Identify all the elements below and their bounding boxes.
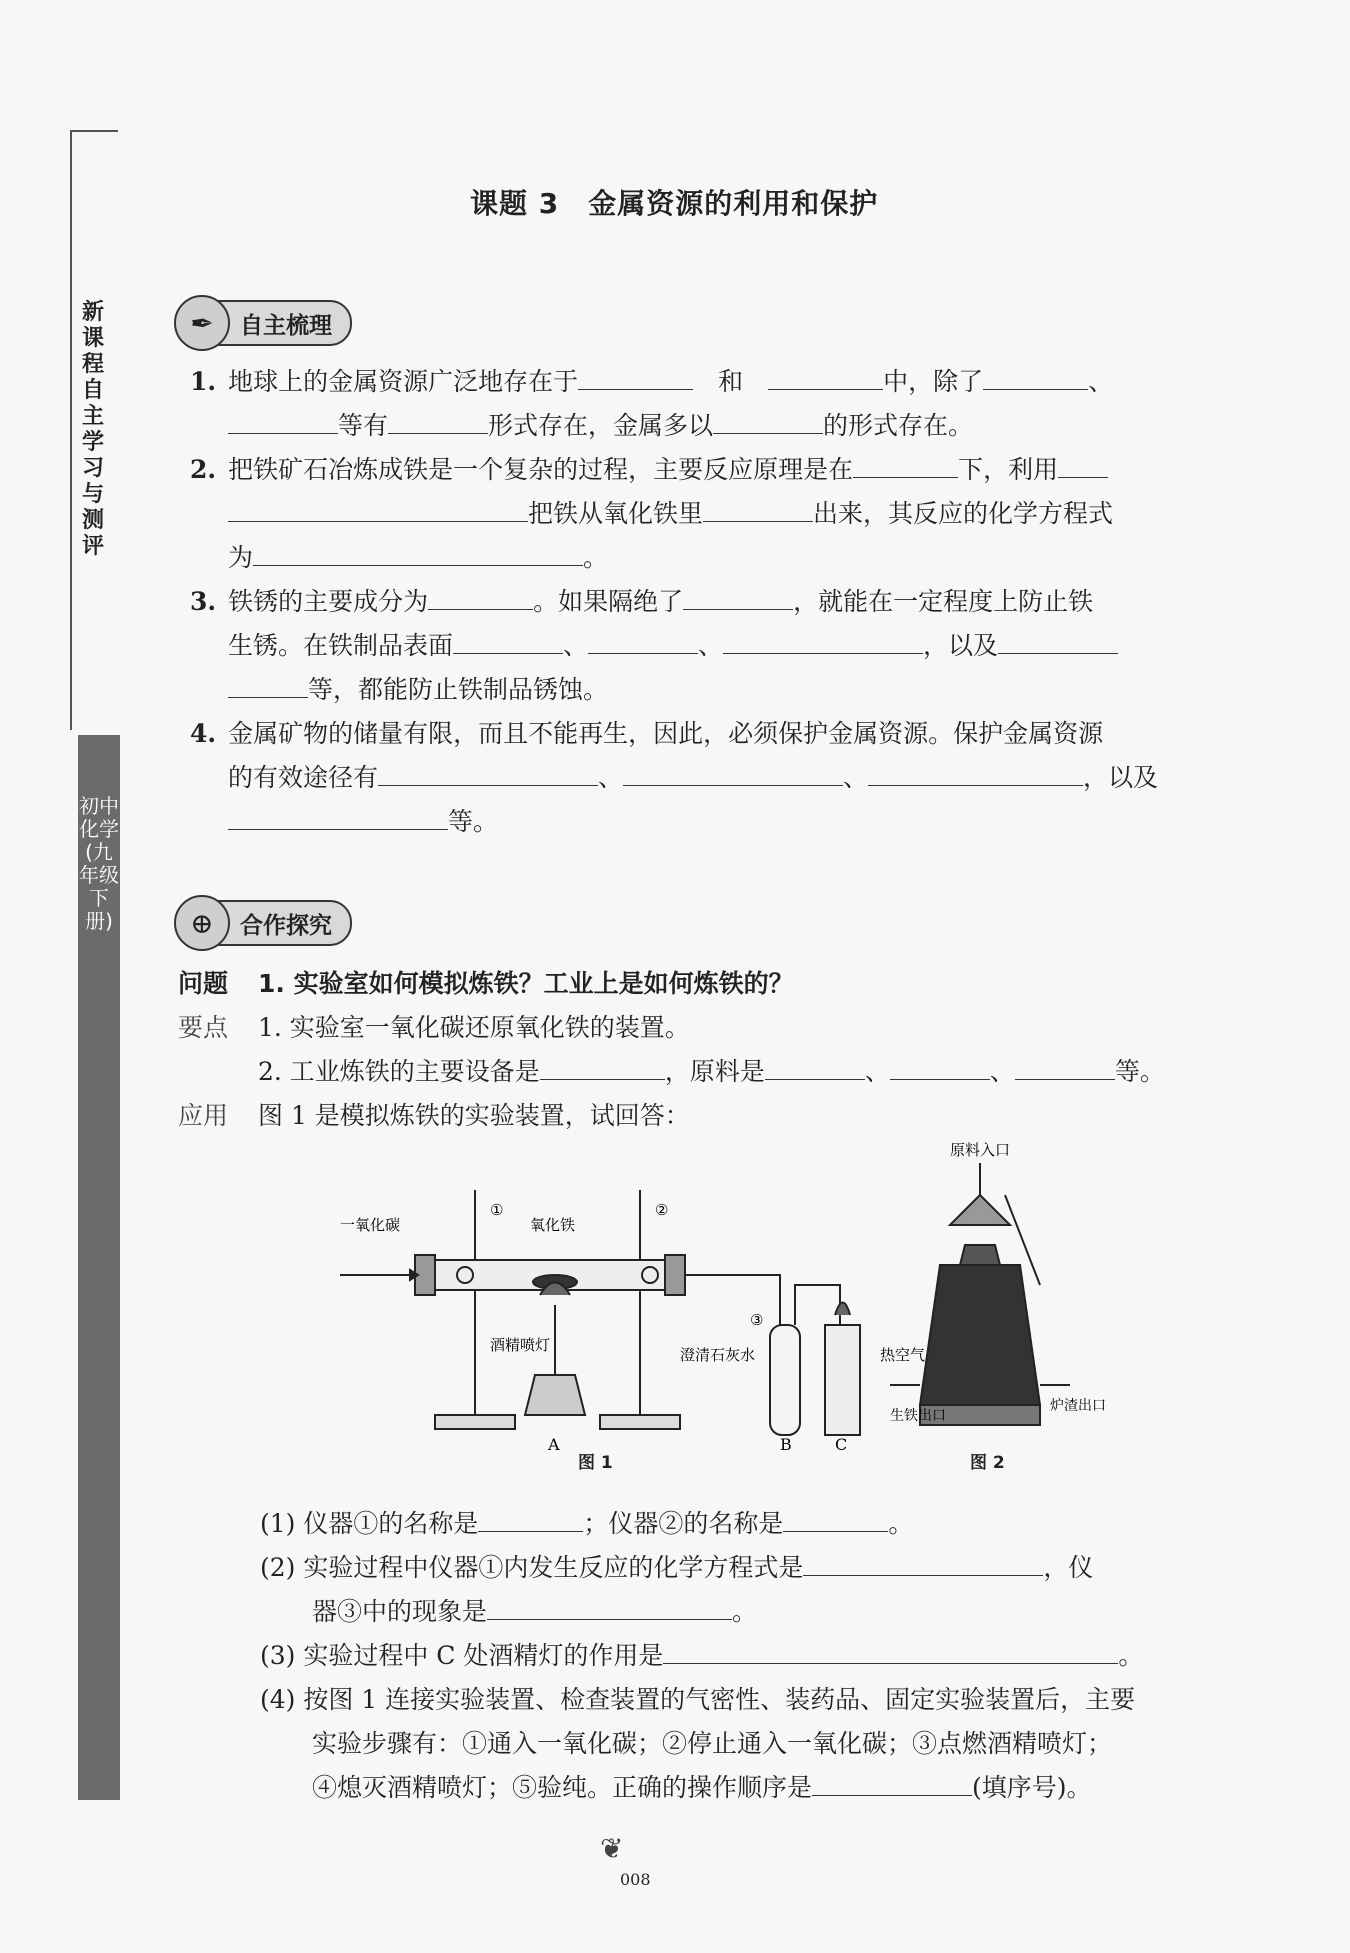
label-limewater: 澄清石灰水 bbox=[680, 1346, 756, 1364]
text: 、 bbox=[864, 1057, 890, 1086]
label-inlet: 原料入口 bbox=[950, 1141, 1011, 1159]
page-title: 课题 3 金属资源的利用和保护 bbox=[470, 187, 879, 220]
answer-blank[interactable] bbox=[868, 759, 1083, 786]
answer-blank[interactable] bbox=[453, 627, 563, 654]
answer-blank[interactable] bbox=[1058, 451, 1108, 478]
answer-blank[interactable] bbox=[683, 583, 793, 610]
apply-tag: 应用 bbox=[178, 1101, 229, 1130]
answer-blank[interactable] bbox=[765, 1053, 865, 1080]
text: 、 bbox=[989, 1057, 1015, 1086]
book-title: 初中化学(九年级下册) bbox=[79, 794, 119, 933]
keypoint-1 bbox=[178, 1006, 1178, 1050]
label-lamp: 酒精喷灯 bbox=[490, 1336, 551, 1354]
text: (4) 按图 1 连接实验装置、检查装置的气密性、装药品、固定实验装置后，主要 bbox=[260, 1685, 1136, 1714]
problem-tag: 问题 bbox=[178, 969, 229, 998]
text: 。如果隔绝了 bbox=[533, 587, 684, 616]
answer-blank[interactable] bbox=[713, 407, 823, 434]
text: ，就能在一定程度上防止铁 bbox=[793, 587, 1094, 616]
text: 中，除了 bbox=[883, 367, 984, 396]
apply-line bbox=[178, 1094, 1178, 1138]
answer-blank[interactable] bbox=[663, 1637, 1118, 1664]
answer-blank[interactable] bbox=[623, 759, 843, 786]
text: 的形式存在。 bbox=[823, 411, 974, 440]
book-title-band bbox=[78, 735, 120, 1800]
text: 2. 工业炼铁的主要设备是 bbox=[258, 1057, 540, 1086]
answer-blank[interactable] bbox=[812, 1769, 972, 1796]
answer-blank[interactable] bbox=[478, 1505, 583, 1532]
label-m3: ③ bbox=[750, 1311, 764, 1329]
series-title: 新课程自主学习与测评 bbox=[81, 300, 104, 559]
answer-blank[interactable] bbox=[998, 627, 1118, 654]
text: 1. 实验室一氧化碳还原氧化铁的装置。 bbox=[258, 1013, 690, 1042]
text: 形式存在，金属多以 bbox=[488, 411, 714, 440]
section-label: 自主梳理 bbox=[240, 312, 332, 339]
label-a: A bbox=[548, 1435, 560, 1454]
text: 器③中的现象是 bbox=[312, 1597, 488, 1626]
target-icon: ⊕ bbox=[174, 895, 230, 951]
question-number: 3. bbox=[190, 587, 217, 616]
text: 、 bbox=[843, 763, 869, 792]
text: 铁锈的主要成分为 bbox=[228, 587, 429, 616]
text: 实验步骤有：①通入一氧化碳；②停止通入一氧化碳；③点燃酒精喷灯； bbox=[312, 1729, 1113, 1758]
label-fe2o3: 氧化铁 bbox=[530, 1216, 576, 1234]
section-badge-self-study bbox=[178, 300, 352, 346]
figure-2-caption: 图 2 bbox=[970, 1453, 1005, 1473]
answer-blank[interactable] bbox=[853, 451, 958, 478]
text: 的有效途径有 bbox=[228, 763, 379, 792]
text: 等，都能防止铁制品锈蚀。 bbox=[308, 675, 609, 704]
figure-1-apparatus bbox=[340, 1175, 860, 1455]
keypoint-tag: 要点 bbox=[178, 1013, 229, 1042]
label-m2: ② bbox=[655, 1201, 669, 1219]
answer-blank[interactable] bbox=[723, 627, 923, 654]
text: 为 bbox=[228, 543, 254, 572]
text: 把铁矿石冶炼成铁是一个复杂的过程，主要反应原理是在 bbox=[228, 455, 854, 484]
text: ，仪 bbox=[1043, 1553, 1094, 1582]
sidebar-rule bbox=[70, 130, 72, 730]
question-number: 2. bbox=[190, 455, 217, 484]
label-c: C bbox=[835, 1435, 848, 1454]
answer-blank[interactable] bbox=[378, 759, 598, 786]
section-label: 合作探究 bbox=[240, 912, 332, 939]
text: 等。 bbox=[448, 807, 499, 836]
figure-1-caption: 图 1 bbox=[578, 1453, 613, 1473]
answer-blank[interactable] bbox=[388, 407, 488, 434]
answer-blank[interactable] bbox=[1015, 1053, 1115, 1080]
text: ，以及 bbox=[1083, 763, 1159, 792]
answer-blank[interactable] bbox=[578, 363, 693, 390]
text: 等。 bbox=[1114, 1057, 1165, 1086]
answer-blank[interactable] bbox=[487, 1593, 732, 1620]
text: 生锈。在铁制品表面 bbox=[228, 631, 454, 660]
text: 。 bbox=[583, 543, 609, 572]
figure-2-blast-furnace bbox=[880, 1135, 1106, 1455]
label-co: 一氧化碳 bbox=[340, 1216, 401, 1234]
answer-blank[interactable] bbox=[703, 495, 813, 522]
text: ④熄灭酒精喷灯；⑤验纯。正确的操作顺序是 bbox=[312, 1773, 813, 1802]
answer-blank[interactable] bbox=[768, 363, 883, 390]
text: 和 bbox=[718, 367, 744, 396]
text: ，原料是 bbox=[664, 1057, 765, 1086]
text: 下，利用 bbox=[958, 455, 1059, 484]
sub-question-1 bbox=[260, 1502, 1260, 1546]
answer-blank[interactable] bbox=[803, 1549, 1043, 1576]
sub-question-4 bbox=[260, 1678, 1180, 1810]
problem-line bbox=[178, 962, 1178, 1006]
question-3 bbox=[190, 580, 1175, 712]
text: (2) 实验过程中仪器①内发生反应的化学方程式是 bbox=[260, 1553, 804, 1582]
text: 金属矿物的储量有限，而且不能再生，因此，必须保护金属资源。保护金属资源 bbox=[228, 719, 1104, 748]
label-b: B bbox=[780, 1435, 792, 1454]
question-number: 4. bbox=[190, 719, 217, 748]
label-hot-air: 热空气 bbox=[880, 1346, 926, 1364]
text: 等有 bbox=[338, 411, 389, 440]
label-slag-out: 炉渣出口 bbox=[1050, 1398, 1106, 1414]
question-4 bbox=[190, 712, 1175, 844]
text: 。 bbox=[732, 1597, 758, 1626]
answer-blank[interactable] bbox=[588, 627, 698, 654]
text: 出来，其反应的化学方程式 bbox=[813, 499, 1114, 528]
sub-question-2 bbox=[260, 1546, 1180, 1634]
question-number: 1. bbox=[190, 367, 217, 396]
label-iron-out: 生铁出口 bbox=[890, 1408, 946, 1424]
text: 、 bbox=[563, 631, 589, 660]
text: (1) 仪器①的名称是 bbox=[260, 1509, 479, 1538]
answer-blank[interactable] bbox=[253, 539, 583, 566]
keypoint-2 bbox=[178, 1050, 1178, 1094]
answer-blank[interactable] bbox=[228, 407, 338, 434]
problem-text: 1. 实验室如何模拟炼铁？工业上是如何炼铁的？ bbox=[258, 969, 794, 998]
text: 、 bbox=[598, 763, 624, 792]
sidebar-rule-top bbox=[70, 130, 118, 132]
answer-blank[interactable] bbox=[228, 803, 448, 830]
text: 地球上的金属资源广泛地存在于 bbox=[228, 367, 579, 396]
answer-blank[interactable] bbox=[890, 1053, 990, 1080]
text: ；仪器②的名称是 bbox=[583, 1509, 784, 1538]
text: 图 1 是模拟炼铁的实验装置，试回答： bbox=[258, 1101, 690, 1130]
text: 、 bbox=[698, 631, 724, 660]
question-1 bbox=[190, 360, 1175, 448]
answer-blank[interactable] bbox=[428, 583, 533, 610]
answer-blank[interactable] bbox=[983, 363, 1088, 390]
text: (填序号)。 bbox=[972, 1773, 1092, 1802]
text: 、 bbox=[1088, 367, 1114, 396]
pen-icon: ✒ bbox=[174, 295, 230, 351]
section-badge-cooperation bbox=[178, 900, 352, 946]
answer-blank[interactable] bbox=[783, 1505, 888, 1532]
label-m1: ① bbox=[490, 1201, 504, 1219]
answer-blank[interactable] bbox=[228, 671, 308, 698]
text: 把铁从氧化铁里 bbox=[528, 499, 704, 528]
question-2 bbox=[190, 448, 1175, 580]
text: 。 bbox=[888, 1509, 914, 1538]
answer-blank[interactable] bbox=[228, 495, 528, 522]
answer-blank[interactable] bbox=[540, 1053, 665, 1080]
text: (3) 实验过程中 C 处酒精灯的作用是 bbox=[260, 1641, 664, 1670]
page-number: 008 bbox=[620, 1870, 651, 1889]
text: 。 bbox=[1118, 1641, 1144, 1670]
text: ，以及 bbox=[923, 631, 999, 660]
floral-ornament-icon: ❦ bbox=[600, 1832, 624, 1865]
sub-question-3 bbox=[260, 1634, 1260, 1678]
